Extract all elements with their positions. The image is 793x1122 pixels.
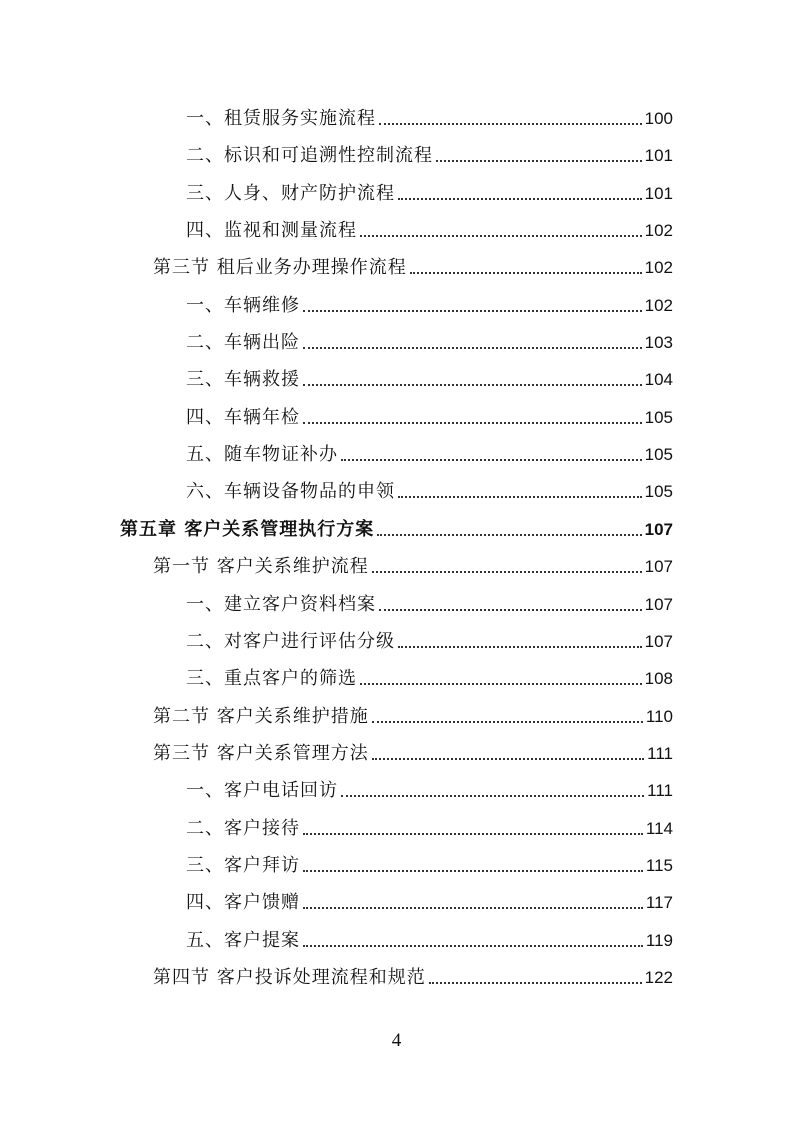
toc-entry-title: 二、对客户进行评估分级 [186, 631, 395, 652]
toc-dot-leader [303, 422, 642, 424]
toc-entry-title: 三、人身、财产防护流程 [186, 183, 395, 204]
toc-entry[interactable] [186, 175, 673, 205]
toc-entry-section[interactable] [153, 548, 673, 578]
toc-entry-page: 111 [647, 744, 673, 763]
toc-entry[interactable] [186, 361, 673, 391]
toc-entry-page: 114 [645, 819, 673, 838]
toc-entry-section[interactable] [153, 735, 673, 765]
toc-entry-title: 第五章 客户关系管理执行方案 [120, 519, 375, 540]
toc-dot-leader [303, 310, 642, 312]
toc-dot-leader [360, 683, 642, 685]
toc-dot-leader [372, 758, 644, 760]
toc-entry-title: 第四节 客户投诉处理流程和规范 [153, 967, 426, 988]
toc-entry[interactable] [186, 586, 673, 616]
toc-entry-page: 101 [644, 146, 673, 165]
toc-entry-title: 第二节 客户关系维护措施 [153, 706, 369, 727]
toc-entry-title: 第三节 客户关系管理方法 [153, 743, 369, 764]
toc-entry-page: 102 [644, 296, 673, 315]
toc-entry-page: 101 [644, 184, 673, 203]
toc-entry-page: 111 [647, 781, 673, 800]
toc-dot-leader [303, 347, 642, 349]
toc-dot-leader [436, 160, 642, 162]
toc-entry-title: 三、车辆救援 [186, 369, 300, 390]
toc-entry-title: 三、重点客户的筛选 [186, 668, 357, 689]
toc-entry-section[interactable] [153, 959, 673, 989]
toc-entry-page: 107 [644, 595, 673, 614]
toc-entry-page: 105 [644, 482, 673, 501]
toc-entry-page: 105 [644, 445, 673, 464]
toc-dot-leader [398, 646, 642, 648]
toc-dot-leader [372, 571, 642, 573]
toc-dot-leader [341, 795, 644, 797]
toc-entry[interactable] [186, 623, 673, 653]
toc-entry-page: 100 [644, 109, 673, 128]
toc-entry-page: 107 [644, 557, 673, 576]
toc-entry-title: 四、客户馈赠 [186, 892, 300, 913]
toc-dot-leader [303, 945, 643, 947]
toc-entry-title: 三、客户拜访 [186, 855, 300, 876]
toc-dot-leader [303, 907, 643, 909]
toc-entry-title: 一、客户电话回访 [186, 780, 338, 801]
toc-entry[interactable] [186, 137, 673, 167]
toc-entry[interactable] [186, 884, 673, 914]
toc-entry-title: 二、标识和可追溯性控制流程 [186, 145, 433, 166]
toc-dot-leader [360, 235, 642, 237]
toc-entry-page: 110 [645, 707, 673, 726]
toc-entry-page: 107 [644, 520, 673, 539]
toc-entry-page: 115 [645, 856, 673, 875]
toc-entry-page: 102 [644, 221, 673, 240]
toc-entry-title: 第三节 租后业务办理操作流程 [153, 257, 407, 278]
toc-entry-title: 六、车辆设备物品的申领 [186, 481, 395, 502]
toc-entry[interactable] [186, 100, 673, 130]
toc-dot-leader [398, 198, 642, 200]
toc-entry-page: 122 [644, 968, 673, 987]
toc-dot-leader [303, 833, 643, 835]
toc-entry[interactable] [186, 287, 673, 317]
toc-dot-leader [377, 534, 641, 536]
toc-entry-title: 二、客户接待 [186, 818, 300, 839]
toc-entry-page: 117 [645, 893, 673, 912]
toc-entry[interactable] [186, 399, 673, 429]
toc-entry-page: 107 [644, 632, 673, 651]
toc-entry-title: 四、监视和测量流程 [186, 220, 357, 241]
toc-dot-leader [303, 870, 643, 872]
toc-entry[interactable] [186, 810, 673, 840]
toc-entry-section[interactable] [153, 698, 673, 728]
toc-entry-chapter[interactable] [120, 511, 673, 541]
toc-entry-title: 五、客户提案 [186, 930, 300, 951]
toc-entry[interactable] [186, 436, 673, 466]
toc-dot-leader [429, 982, 642, 984]
page-number: 4 [391, 1030, 402, 1051]
toc-entry[interactable] [186, 847, 673, 877]
toc-entry-page: 108 [644, 669, 673, 688]
toc-entry-title: 一、租赁服务实施流程 [186, 108, 376, 129]
toc-dot-leader [372, 721, 643, 723]
toc-dot-leader [379, 609, 642, 611]
toc-entry[interactable] [186, 473, 673, 503]
toc-entry-page: 104 [644, 370, 673, 389]
toc-entry-title: 四、车辆年检 [186, 407, 300, 428]
toc-entry-page: 103 [644, 333, 673, 352]
toc-entry[interactable] [186, 922, 673, 952]
toc-entry[interactable] [186, 212, 673, 242]
toc-entry[interactable] [186, 660, 673, 690]
toc-entry-title: 一、车辆维修 [186, 295, 300, 316]
toc-entry-title: 二、车辆出险 [186, 332, 300, 353]
toc-dot-leader [341, 459, 642, 461]
toc-dot-leader [303, 384, 642, 386]
toc-entry-page: 105 [644, 408, 673, 427]
toc-dot-leader [398, 496, 642, 498]
toc-entry-title: 一、建立客户资料档案 [186, 594, 376, 615]
toc-entry-page: 102 [644, 258, 673, 277]
toc-entry[interactable] [186, 772, 673, 802]
toc-entry-section[interactable] [153, 249, 673, 279]
toc-dot-leader [410, 272, 642, 274]
toc-entry-title: 五、随车物证补办 [186, 444, 338, 465]
toc-entry[interactable] [186, 324, 673, 354]
toc-entry-title: 第一节 客户关系维护流程 [153, 556, 369, 577]
toc-entry-page: 119 [645, 931, 673, 950]
toc-dot-leader [379, 123, 642, 125]
